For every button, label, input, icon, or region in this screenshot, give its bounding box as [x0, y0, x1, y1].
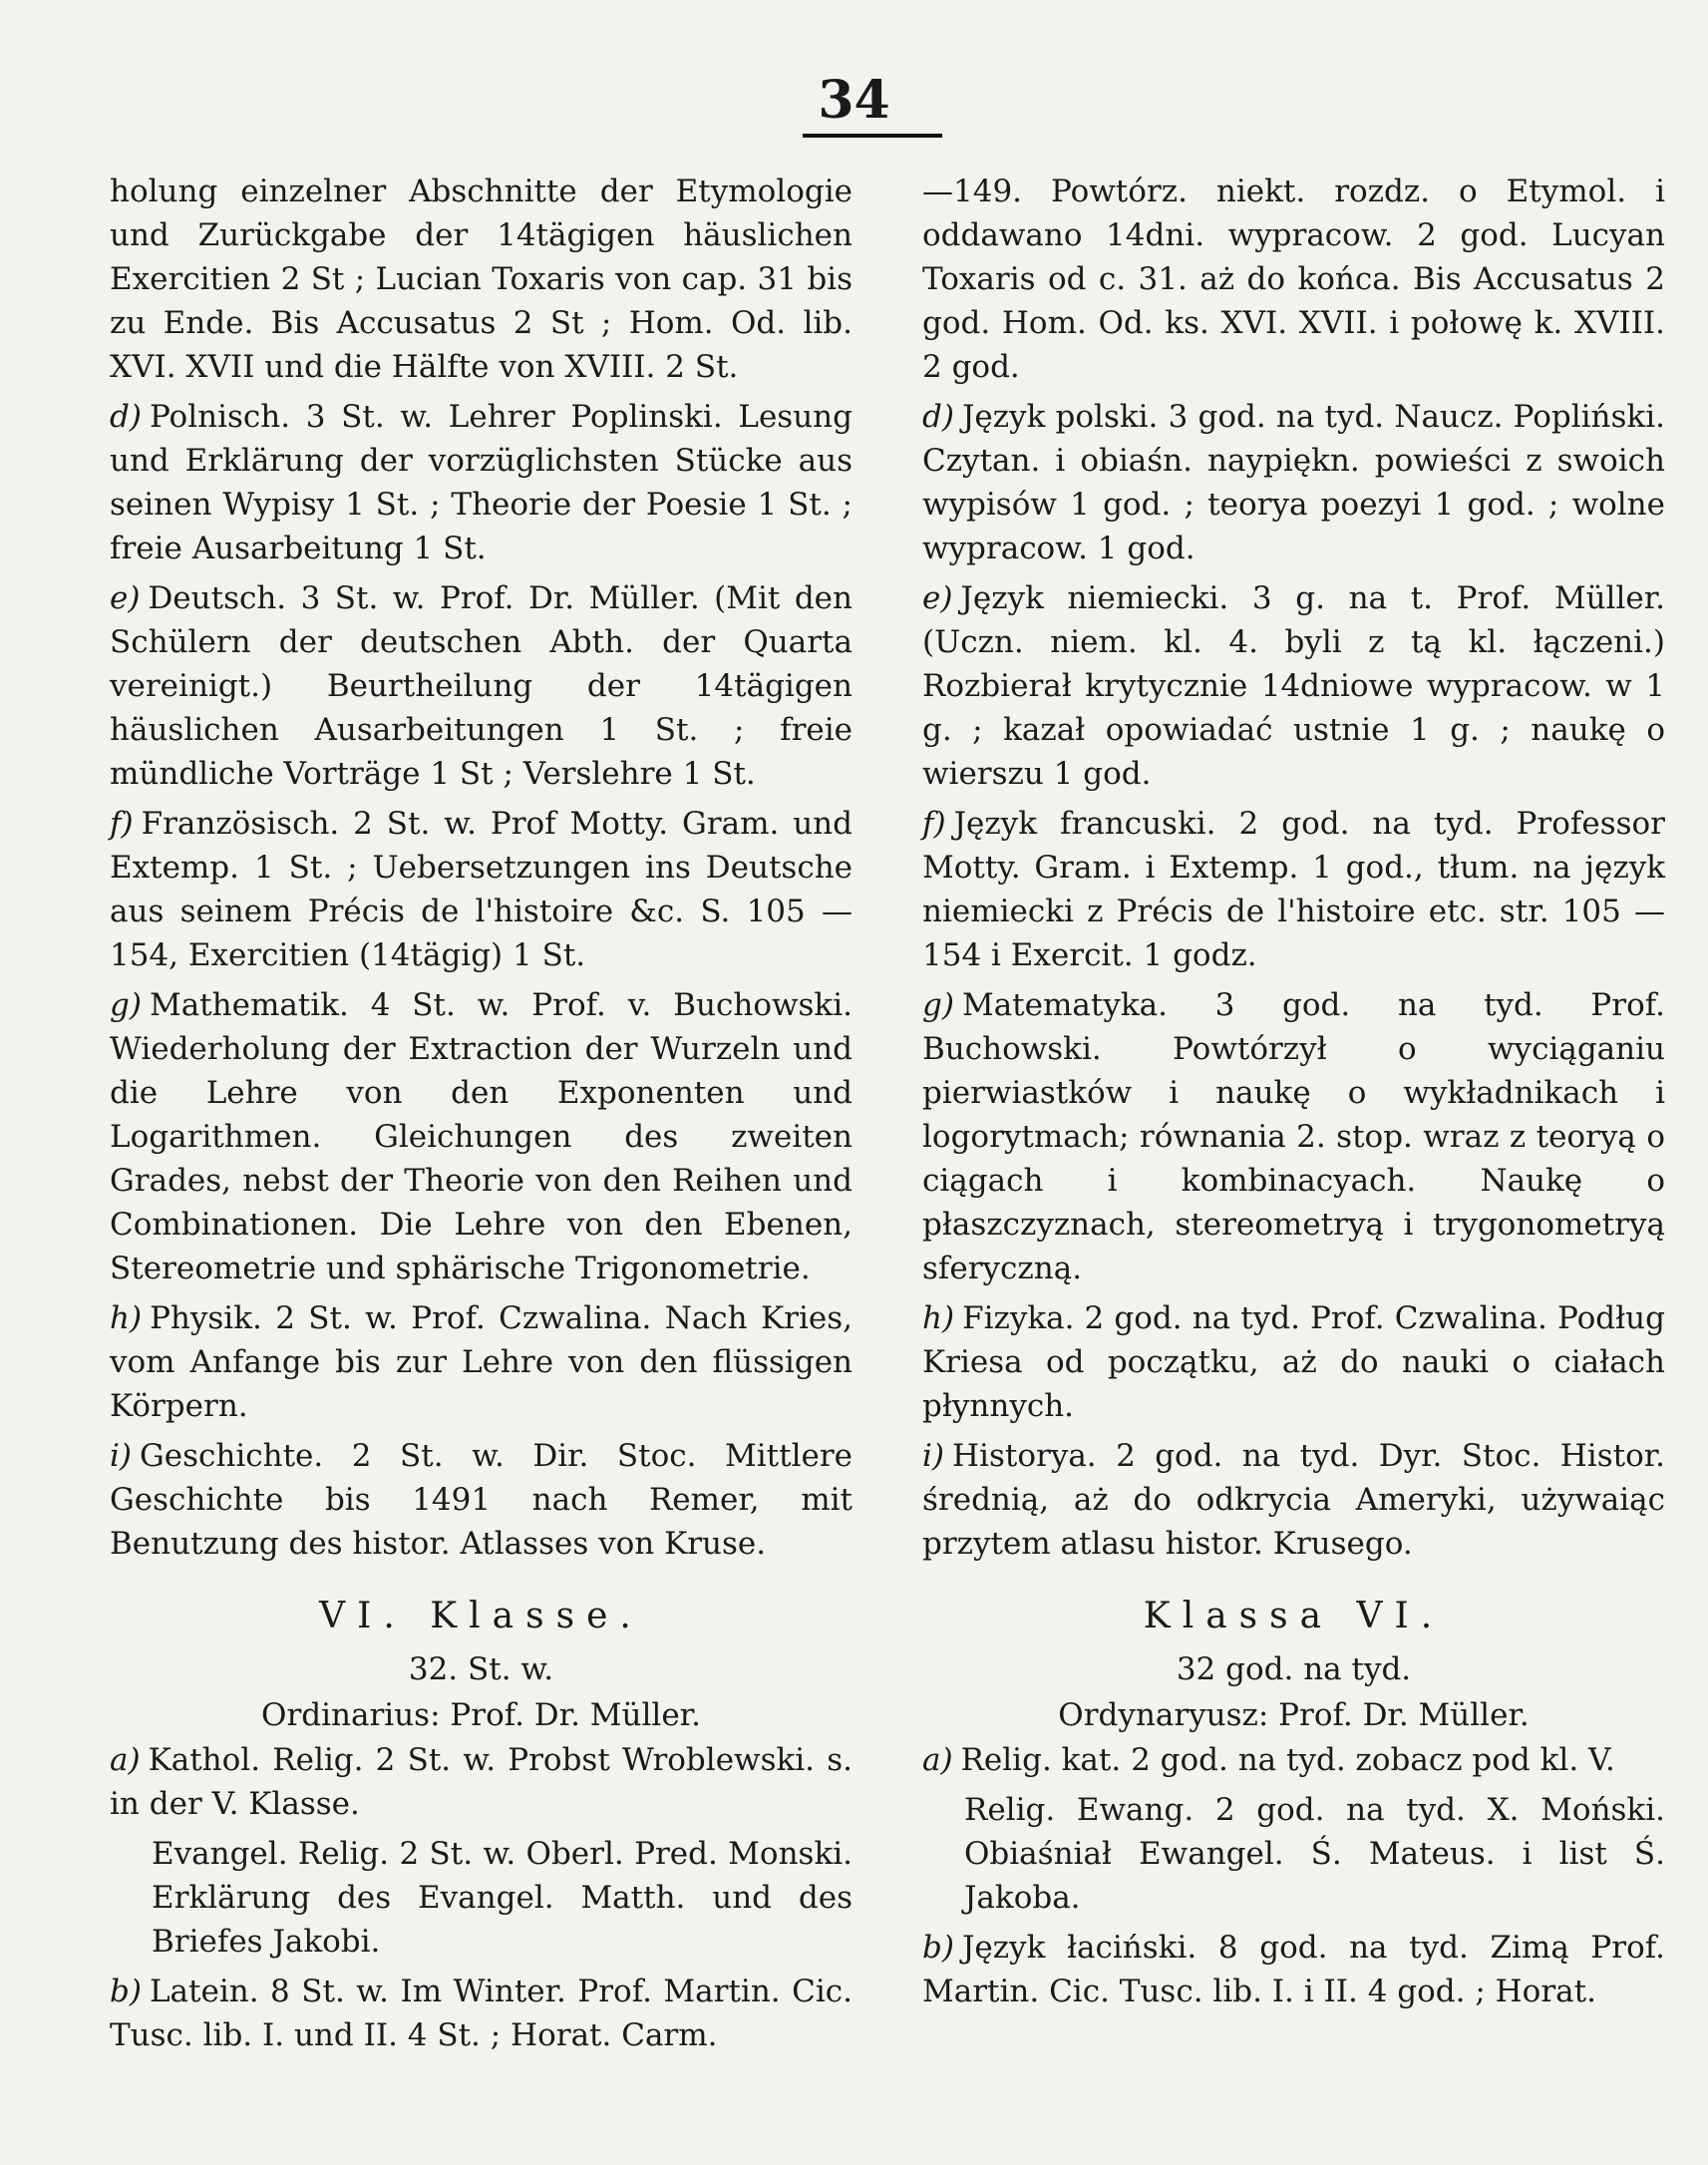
left-item: d) Polnisch. 3 St. w. Lehrer Poplinski. Lesung und Erklärung der vorzüglichsten Stücke aus seinen Wypisy 1 St. ; Theorie der Poesie 1 St. ; freie Ausarbeitung 1 St. — [110, 399, 853, 566]
left-item: Evangel. Relig. 2 St. w. Oberl. Pred. Monski. Erklärung des Evangel. Matth. und des Briefes Jakobi. — [152, 1836, 853, 1960]
right-hours: 32 god. na tyd. — [1176, 1651, 1412, 1687]
left-ordinarius: Ordinarius: Prof. Dr. Müller. — [261, 1697, 701, 1733]
right-item: e) Język niemiecki. 3 g. na t. Prof. Müller. (Uczn. niem. kl. 4. byli z tą kl. łączeni.) Rozbierał krytycznie 14dniowe wypracow. w 1 g. ; kazał opowiadać ustnie 1 g. ; naukę o wierszu 1 god. — [922, 580, 1665, 792]
right-item: b) Język łaciński. 8 god. na tyd. Zimą Prof. Martin. Cic. Tusc. lib. I. i II. 4 god. ; Horat. — [922, 1930, 1665, 2009]
right-item: h) Fizyka. 2 god. na tyd. Prof. Czwalina. Podług Kriesa od początku, aż do nauki o ciałach płynnych. — [922, 1300, 1665, 1424]
right-item: i) Historya. 2 god. na tyd. Dyr. Stoc. Histor. średnią, aż do odkrycia Ameryki, używaiąc przytem atlasu histor. Krusego. — [922, 1438, 1665, 1562]
page-number: 34 — [818, 70, 890, 131]
right-item: —149. Powtórz. niekt. rozdz. o Etymol. i oddawano 14dni. wypracow. 2 god. Lucyan Toxaris od c. 31. aż do końca. Bis Accusatus 2 god. Hom. Od. ks. XVI. XVII. i połowę k. XVIII. 2 god. — [922, 174, 1665, 385]
right-item: a) Relig. kat. 2 god. na tyd. zobacz pod kl. V. — [922, 1742, 1615, 1778]
left-column — [110, 170, 853, 2063]
left-item: i) Geschichte. 2 St. w. Dir. Stoc. Mittlere Geschichte bis 1491 nach Remer, mit Benutzung des histor. Atlasses von Kruse. — [110, 1438, 853, 1562]
left-hours: 32. St. w. — [408, 1651, 554, 1687]
left-item: holung einzelner Abschnitte der Etymologie und Zurückgabe der 14tägigen häuslichen Exercitien 2 St ; Lucian Toxaris von cap. 31 bis zu Ende. Bis Accusatus 2 St ; Hom. Od. lib. XVI. XVII und die Hälfte von XVIII. 2 St. — [110, 174, 853, 385]
right-item: d) Język polski. 3 god. na tyd. Naucz. Popliński. Czytan. i obiaśn. naypiękn. powieści z swoich wypisów 1 god. ; teorya poezyi 1 god. ; wolne wypracow. 1 god. — [922, 399, 1665, 566]
left-class-heading: VI. Klasse. — [319, 1596, 643, 1636]
page-number-rule — [803, 134, 942, 138]
left-item: a) Kathol. Relig. 2 St. w. Probst Wroblewski. s. in der V. Klasse. — [110, 1742, 853, 1822]
right-item: Relig. Ewang. 2 god. na tyd. X. Moński. Obiaśniał Ewangel. Ś. Mateus. i list Ś. Jakoba. — [964, 1792, 1665, 1916]
left-item: f) Französisch. 2 St. w. Prof Motty. Gram. und Extemp. 1 St. ; Uebersetzungen ins Deutsche aus seinem Précis de l'histoire &c. S. 105 — 154, Exercitien (14tägig) 1 St. — [110, 806, 853, 973]
left-item: h) Physik. 2 St. w. Prof. Czwalina. Nach Kries, vom Anfange bis zur Lehre von den flüssigen Körpern. — [110, 1300, 853, 1424]
left-item: g) Mathematik. 4 St. w. Prof. v. Buchowski. Wiederholung der Extraction der Wurzeln und die Lehre von den Exponenten und Logarithmen. Gleichungen des zweiten Grades, nebst der Theorie von den Reihen und Combinationen. Die Lehre von den Ebenen, Stereometrie und sphärische Trigonometrie. — [110, 987, 853, 1286]
left-item: e) Deutsch. 3 St. w. Prof. Dr. Müller. (Mit den Schülern der deutschen Abth. der Quarta vereinigt.) Beurtheilung der 14tägigen häuslichen Ausarbeitungen 1 St. ; freie mündliche Vorträge 1 St ; Verslehre 1 St. — [110, 580, 853, 792]
right-item: f) Język francuski. 2 god. na tyd. Professor Motty. Gram. i Extemp. 1 god., tłum. na język niemiecki z Précis de l'histoire etc. str. 105 — 154 i Exercit. 1 godz. — [922, 806, 1665, 973]
left-item: b) Latein. 8 St. w. Im Winter. Prof. Martin. Cic. Tusc. lib. I. und II. 4 St. ; Horat. Carm. — [110, 1974, 853, 2053]
right-column — [922, 170, 1665, 2019]
right-item: g) Matematyka. 3 god. na tyd. Prof. Buchowski. Powtórzył o wyciąganiu pierwiastków i naukę o wykładnikach i logorytmach; równania 2. stop. wraz z teoryą o ciągach i kombinacyach. Naukę o płaszczyznach, stereometryą i trygonometryą sferyczną. — [922, 987, 1665, 1286]
right-class-heading: Klassa VI. — [1143, 1596, 1445, 1636]
right-ordinarius: Ordynaryusz: Prof. Dr. Müller. — [1058, 1697, 1530, 1733]
